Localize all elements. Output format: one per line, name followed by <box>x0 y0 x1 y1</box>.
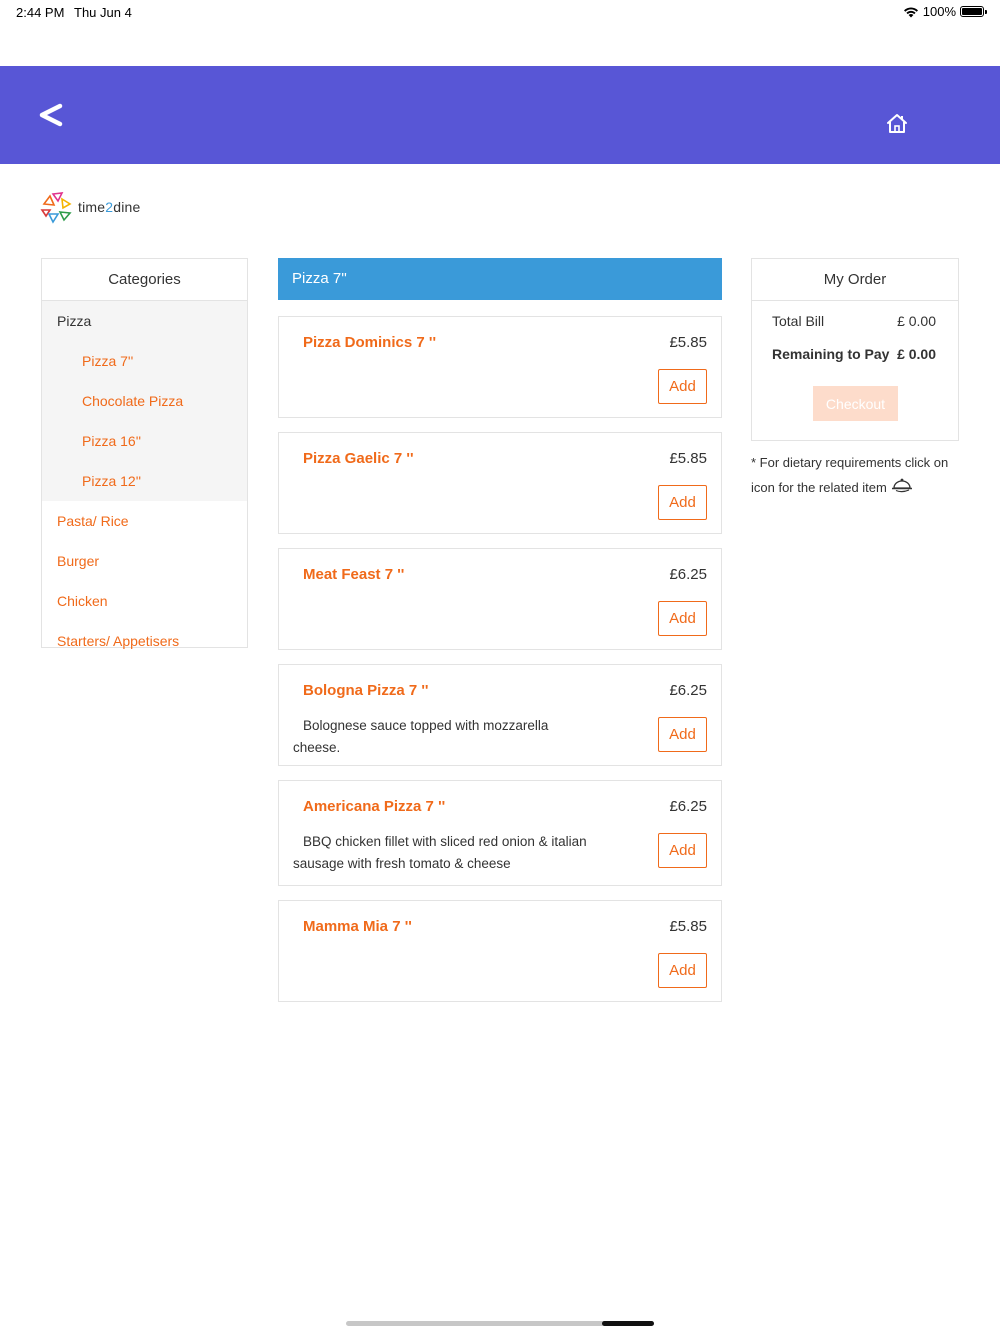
my-order-title: My Order <box>752 259 958 301</box>
category-pizza-16[interactable]: Pizza 16'' <box>82 433 142 449</box>
menu-item-name: Americana Pizza 7 '' <box>303 798 446 815</box>
category-burger[interactable]: Burger <box>57 553 100 569</box>
battery-icon <box>960 6 984 17</box>
remaining-value: £ 0.00 <box>897 346 936 362</box>
menu-item <box>278 664 722 766</box>
menu-item-price: £5.85 <box>669 334 707 351</box>
menu-section-title: Pizza 7'' <box>278 258 722 300</box>
my-order-panel <box>751 258 959 441</box>
back-button[interactable] <box>34 92 70 136</box>
total-bill-value: £ 0.00 <box>897 313 936 329</box>
categories-title: Categories <box>42 259 247 301</box>
menu-item <box>278 548 722 650</box>
menu-item-price: £5.85 <box>669 450 707 467</box>
add-button[interactable]: Add <box>658 717 707 752</box>
logo-triangles-icon <box>40 190 74 224</box>
menu-item-name: Meat Feast 7 '' <box>303 566 405 583</box>
back-chevron-icon <box>34 92 70 136</box>
checkout-button[interactable]: Checkout <box>813 386 898 421</box>
remaining-label: Remaining to Pay <box>772 346 890 362</box>
brand-logo <box>40 190 141 224</box>
home-indicator[interactable] <box>346 1321 654 1326</box>
menu-item-name: Pizza Dominics 7 '' <box>303 334 437 351</box>
menu-item-description: Bolognese sauce topped with mozzarella cheese. <box>293 718 549 755</box>
menu-item-name: Mamma Mia 7 '' <box>303 918 412 935</box>
logo-wordmark: time2dine <box>78 199 141 215</box>
home-button[interactable] <box>884 112 910 136</box>
menu-item <box>278 900 722 1002</box>
status-date: Thu Jun 4 <box>74 5 132 20</box>
menu-item-name: Pizza Gaelic 7 '' <box>303 450 414 467</box>
top-navbar <box>0 66 1000 164</box>
category-pasta-rice[interactable]: Pasta/ Rice <box>57 513 129 529</box>
menu-item <box>278 780 722 886</box>
category-chicken[interactable]: Chicken <box>57 593 108 609</box>
remaining-row <box>772 346 936 362</box>
dietary-note-text: * For dietary requirements click on icon for the related item <box>751 455 949 495</box>
status-right <box>903 4 984 19</box>
menu-list <box>278 316 722 979</box>
wifi-icon <box>903 6 919 18</box>
menu-item-price: £5.85 <box>669 918 707 935</box>
add-button[interactable]: Add <box>658 369 707 404</box>
category-chocolate-pizza[interactable]: Chocolate Pizza <box>82 393 184 409</box>
add-button[interactable]: Add <box>658 601 707 636</box>
dietary-note <box>751 450 966 502</box>
add-button[interactable]: Add <box>658 953 707 988</box>
menu-item-price: £6.25 <box>669 798 707 815</box>
category-pizza[interactable]: Pizza <box>57 313 92 329</box>
add-button[interactable]: Add <box>658 833 707 868</box>
menu-item-description: BBQ chicken fillet with sliced red onion & italian sausage with fresh tomato & cheese <box>293 834 587 871</box>
status-bar <box>0 0 1000 24</box>
menu-item-price: £6.25 <box>669 566 707 583</box>
category-group-pizza <box>42 301 247 501</box>
cloche-icon <box>891 476 913 502</box>
menu-item-price: £6.25 <box>669 682 707 699</box>
categories-panel <box>41 258 248 648</box>
status-time: 2:44 PM <box>16 5 65 20</box>
battery-percent: 100% <box>922 4 956 19</box>
total-bill-label: Total Bill <box>772 313 825 329</box>
category-starters-appetisers[interactable]: Starters/ Appetisers <box>57 633 180 649</box>
home-icon <box>884 112 910 136</box>
menu-item <box>278 316 722 418</box>
menu-item <box>278 432 722 534</box>
total-bill-row <box>772 313 936 329</box>
category-pizza-12[interactable]: Pizza 12'' <box>82 473 142 489</box>
menu-item-name: Bologna Pizza 7 '' <box>303 682 429 699</box>
add-button[interactable]: Add <box>658 485 707 520</box>
category-pizza-7[interactable]: Pizza 7'' <box>82 353 134 369</box>
